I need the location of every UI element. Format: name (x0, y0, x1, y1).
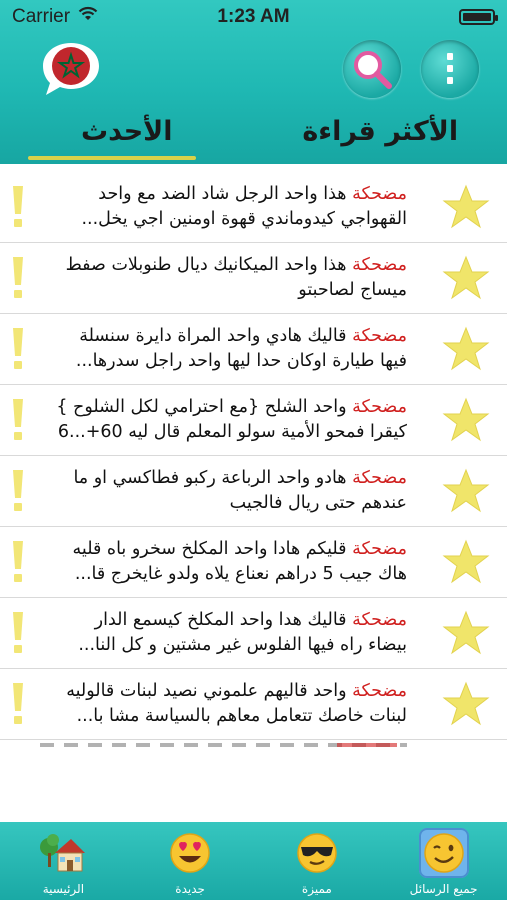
message-line-1 (38, 253, 407, 278)
tabbar-label: جميع الرسائل (409, 882, 478, 896)
message-line-2: هاك جيب 5 دراهم نعناع يلاه ولدو غايخرج قا... (74, 564, 407, 584)
exclamation-icon (10, 610, 26, 656)
search-button[interactable] (343, 40, 401, 98)
exclamation-icon (10, 681, 26, 727)
message-category: مضحكة (352, 539, 407, 559)
magnifier-icon (349, 46, 395, 92)
tabbar-label: الرئيسية (42, 882, 85, 896)
list-item[interactable] (0, 172, 507, 243)
header (0, 0, 507, 164)
tab-latest-label: الأحدث (80, 116, 173, 147)
message-category: مضحكة (352, 468, 407, 488)
favorite-star-icon[interactable] (442, 468, 490, 514)
message-line-2: القهواجي كيدوماندي قهوة اومنين اجي يخل... (81, 209, 407, 229)
favorite-star-icon[interactable] (442, 539, 490, 585)
list-item[interactable] (0, 385, 507, 456)
message-category: مضحكة (352, 610, 407, 630)
favorite-star-icon[interactable] (442, 255, 490, 301)
message-list[interactable] (0, 172, 507, 748)
tabbar-item-sunglasses-face[interactable] (254, 822, 381, 900)
sunglasses-face-icon (292, 828, 342, 878)
segment-tabs (0, 104, 507, 164)
tabbar-item-heart-eyes-face[interactable] (127, 822, 254, 900)
carrier-label: Carrier (12, 6, 71, 27)
message-line-2: ميساج لصاحبتو (298, 280, 407, 300)
list-item[interactable] (0, 527, 507, 598)
message-line-1 (38, 182, 407, 207)
message-line-1 (38, 608, 407, 633)
message-category: مضحكة (352, 184, 407, 204)
message-preview (38, 182, 407, 232)
favorite-star-icon[interactable] (442, 610, 490, 656)
favorite-star-icon[interactable] (442, 326, 490, 372)
list-item[interactable] (0, 314, 507, 385)
message-category: مضحكة (352, 397, 407, 417)
active-tab-indicator (28, 156, 196, 160)
message-category: مضحكة (352, 326, 407, 346)
winking-face-icon (419, 828, 469, 878)
message-preview (38, 395, 407, 445)
heart-eyes-face-icon (165, 828, 215, 878)
message-preview (38, 466, 407, 516)
list-item[interactable] (0, 243, 507, 314)
wifi-icon (78, 6, 98, 28)
message-category: مضحكة (352, 255, 407, 275)
message-line-1 (38, 324, 407, 349)
message-text-1: قاليك هادي واحد المراة دايرة سنسلة (79, 326, 353, 346)
message-preview (38, 608, 407, 658)
tab-most-read[interactable] (254, 104, 507, 164)
exclamation-icon (10, 184, 26, 230)
message-line-1 (38, 679, 407, 704)
message-text-1: هذا واحد الرجل شاد الضد مع واحد (98, 184, 353, 204)
message-preview (38, 537, 407, 587)
message-text-1: هذا واحد الميكانيك ديال طنوبلات صفط (65, 255, 353, 275)
tab-latest[interactable] (0, 104, 254, 164)
message-line-2: عندهم حتى ريال فالجيب (229, 493, 407, 513)
favorite-star-icon[interactable] (442, 681, 490, 727)
tabbar-label: مميزة (301, 882, 332, 896)
message-text-1: قليكم هادا واحد المكلخ سخرو باه قليه (72, 539, 353, 559)
battery-icon (459, 9, 495, 25)
exclamation-icon (10, 255, 26, 301)
status-time: 1:23 AM (217, 6, 290, 27)
favorite-star-icon[interactable] (442, 397, 490, 443)
message-text-1: واحد الشلح {مع احترامي لكل الشلوح } (56, 397, 353, 417)
list-item-partial (0, 740, 507, 748)
message-line-2: كيقرا فمحو الأمية سولو المعلم قال ليه 60+...6 (57, 422, 407, 442)
status-bar (0, 0, 507, 34)
vertical-dots-icon (440, 49, 460, 89)
message-line-1 (38, 537, 407, 562)
message-text-1: واحد قاليهم علموني نصيد لبنات قالوليه (66, 681, 353, 701)
exclamation-icon (10, 326, 26, 372)
list-item[interactable] (0, 598, 507, 669)
message-preview (38, 679, 407, 729)
morocco-flag-chat-bubble-icon (40, 40, 102, 98)
message-line-2: بيضاء راه فيها الفلوس غير مشتين و كل النا... (78, 635, 407, 655)
list-item[interactable] (0, 456, 507, 527)
tabbar-item-home[interactable] (0, 822, 127, 900)
exclamation-icon (10, 539, 26, 585)
status-left (12, 6, 98, 28)
list-item[interactable] (0, 669, 507, 740)
app-logo[interactable] (40, 40, 102, 98)
message-category: مضحكة (352, 681, 407, 701)
message-preview (38, 253, 407, 303)
message-line-1 (38, 395, 407, 420)
bottom-tab-bar (0, 822, 507, 900)
menu-button[interactable] (421, 40, 479, 98)
tabbar-label: جديدة (175, 882, 205, 896)
message-line-1 (38, 466, 407, 491)
tabbar-item-winking-face[interactable] (380, 822, 507, 900)
message-text-1: قاليك هدا واحد المكلخ كيسمع الدار (94, 610, 353, 630)
message-line-2: فيها طيارة اوكان حدا ليها واحد راجل سدرها... (75, 351, 407, 371)
exclamation-icon (10, 397, 26, 443)
favorite-star-icon[interactable] (442, 184, 490, 230)
tab-most-read-label: الأكثر قراءة (302, 116, 459, 147)
home-icon (38, 828, 88, 878)
message-line-2: لبنات خاصك تتعامل معاهم بالسياسة مشا با... (76, 706, 407, 726)
message-text-1: هادو واحد الرباعة ركبو فطاكسي او ما (73, 468, 353, 488)
exclamation-icon (10, 468, 26, 514)
message-preview (38, 324, 407, 374)
